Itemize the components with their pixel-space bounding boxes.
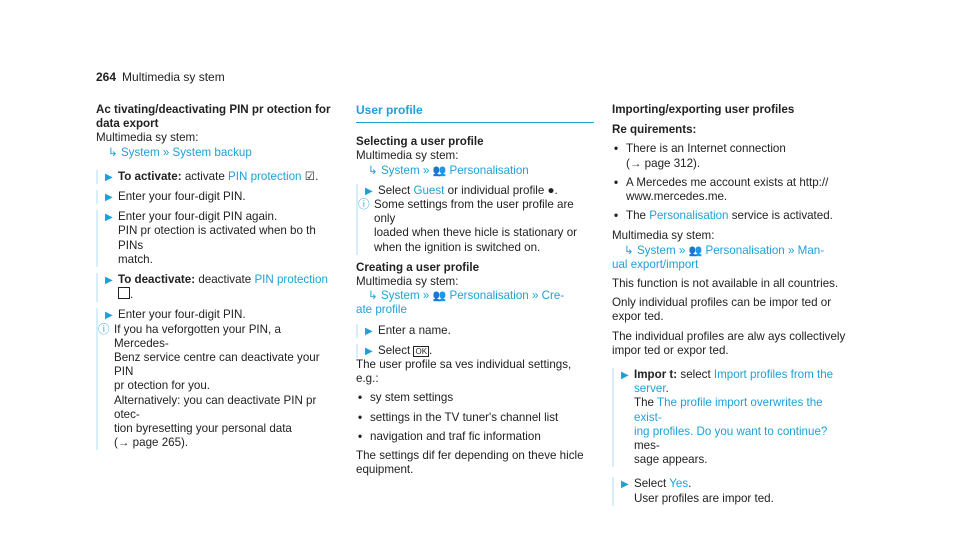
personalisation-link[interactable]: Personalisation [649,209,729,223]
menu-path [108,146,334,160]
step-enter-pin-2: ▶ Enter your four-digit PIN. [96,308,334,322]
path-system[interactable]: System [380,289,420,303]
pin-protection-link[interactable]: PIN protection [254,273,328,287]
list-item: • There is an Internet connection (→ page 312). [612,142,850,170]
path-system-backup[interactable]: System backup [172,145,252,159]
list-item: • navigation and traf fic information [356,430,594,444]
list-item: • sy stem settings [356,391,594,405]
return-arrow-icon: ↳ [368,163,378,177]
step-arrow-icon: ▶ [621,370,629,382]
multimedia-system-label: Multimedia sy stem: [356,149,459,163]
menu-path [368,289,594,303]
column-user-profile [356,103,594,477]
path-create-profile[interactable]: Cre- [541,289,565,303]
checkbox-checked-icon: ☑ [304,169,316,183]
menu-path [624,244,850,258]
multimedia-system-label: Multimedia sy stem: [96,131,199,145]
step-arrow-icon: ▶ [365,185,373,197]
settings-differ-paragraph: The settings dif fer depending on theve hicle equipment. [356,449,584,477]
info-note: ⓘ If you ha veforgotten your PIN, a Mercedes- Benz service centre can deactivate your PIN pr otection for you. Alternatively: you can deactivate PIN pr otec- tion byresetting your personal data (→ page 265). [96,323,334,451]
double-chevron-icon: » [162,145,170,159]
step-arrow-icon: ▶ [365,325,373,337]
create-profile-heading: Creating a user profile [356,260,480,274]
step-select-ok: ▶ Select OK . [356,344,594,358]
menu-path [368,164,594,178]
path-system[interactable]: System [380,163,420,177]
overwrite-message-link-cont[interactable]: ing profiles. Do you want to continue? [634,424,828,438]
pin-protection-link[interactable]: PIN protection [228,169,302,183]
step-arrow-icon: ▶ [105,310,113,322]
column-import-export [612,103,850,506]
double-chevron-icon: » [531,289,539,303]
step-arrow-icon: ▶ [365,345,373,357]
path-system[interactable]: System [120,145,160,159]
personalisation-icon: 👥 [432,164,447,177]
step-enter-name: ▶ Enter a name. [356,324,594,338]
list-item: • A Mercedes me account exists at http:// www.mercedes.me. [612,176,850,204]
step-activate: ▶ To activate: activate PIN protection ☑. [96,170,334,184]
multimedia-system-label: Multimedia sy stem: [356,275,459,289]
return-arrow-icon: ↳ [368,289,378,303]
page-header-title: Multimedia sy stem [122,70,225,84]
requirements-label: Re quirements: [612,123,697,137]
page-number: 264 [96,70,117,84]
step-import: ▶ Impor t: select Import profiles from the server. The The profile import overwrites the exist- ing profiles. Do you want to continue? mes- sage appears. [612,368,850,467]
saves-paragraph: The user profile sa ves individual settings, e.g.: [356,358,572,386]
page-header [96,70,225,84]
ok-button-icon: OK [415,346,428,356]
step-arrow-icon: ▶ [105,275,113,287]
collective-paragraph: The individual profiles are alw ays collectively impor ted or expor ted. [612,329,846,357]
step-arrow-icon: ▶ [105,192,113,204]
import-profiles-link[interactable]: Import profiles from the [713,368,834,382]
return-arrow-icon: ↳ [108,145,118,159]
multimedia-system-label: Multimedia sy stem: [612,229,715,243]
double-chevron-icon: » [422,289,430,303]
import-export-heading: Importing/exporting user profiles [612,103,795,116]
import-profiles-link-cont[interactable]: server [634,382,666,396]
double-chevron-icon: » [422,163,430,177]
step-enter-pin-again: ▶ Enter your four-digit PIN again. PIN pr otection is activated when bo th PINs match. [96,210,334,267]
personalisation-icon: 👥 [432,290,447,303]
step-arrow-icon: ▶ [105,212,113,224]
step-arrow-icon: ▶ [105,171,113,183]
guest-link[interactable]: Guest [413,183,445,197]
step-select-guest: ▶ Select Guest or individual profile ●. [356,184,594,198]
double-chevron-icon: » [678,243,686,257]
list-item: • settings in the TV tuner's channel list [356,411,594,425]
availability-paragraph: This function is not available in all countries. [612,277,839,291]
column-pin-protection [96,103,334,450]
individual-profiles-paragraph: Only individual profiles can be impor ted or expor ted. [612,296,832,324]
path-personalisation[interactable]: Personalisation [449,289,529,303]
path-system[interactable]: System [636,243,676,257]
path-create-profile-cont[interactable]: ate profile [356,303,407,317]
path-personalisation[interactable]: Personalisation [449,163,529,177]
path-manual-export[interactable]: Man- [797,243,825,257]
path-personalisation[interactable]: Personalisation [705,243,785,257]
yes-link[interactable]: Yes [669,477,689,491]
personalisation-icon: 👥 [688,244,703,257]
overwrite-message-link[interactable]: The profile import overwrites the exist- [634,396,823,424]
return-arrow-icon: ↳ [624,243,634,257]
step-deactivate: ▶ To deactivate: deactivate PIN protection . [96,273,334,302]
step-arrow-icon: ▶ [621,479,629,491]
section-title: User profile [356,103,594,123]
info-icon: ⓘ [98,322,110,336]
step-select-yes: ▶ Select Yes. User profiles are impor ted. [612,477,850,505]
info-icon: ⓘ [358,198,370,212]
pin-protection-heading: Ac tivating/deactivating PIN pr otection for data export [96,103,331,131]
info-note: ⓘ Some settings from the user profile are only loaded when theve hicle is stationary or when the ignition is switched on. [356,198,594,255]
path-manual-export-cont[interactable]: ual export/import [612,257,699,271]
list-item: • The Personalisation service is activated. [612,209,850,223]
select-profile-heading: Selecting a user profile [356,135,484,149]
checkbox-empty-icon [118,287,130,299]
step-enter-pin: ▶ Enter your four-digit PIN. [96,190,334,204]
double-chevron-icon: » [787,243,795,257]
